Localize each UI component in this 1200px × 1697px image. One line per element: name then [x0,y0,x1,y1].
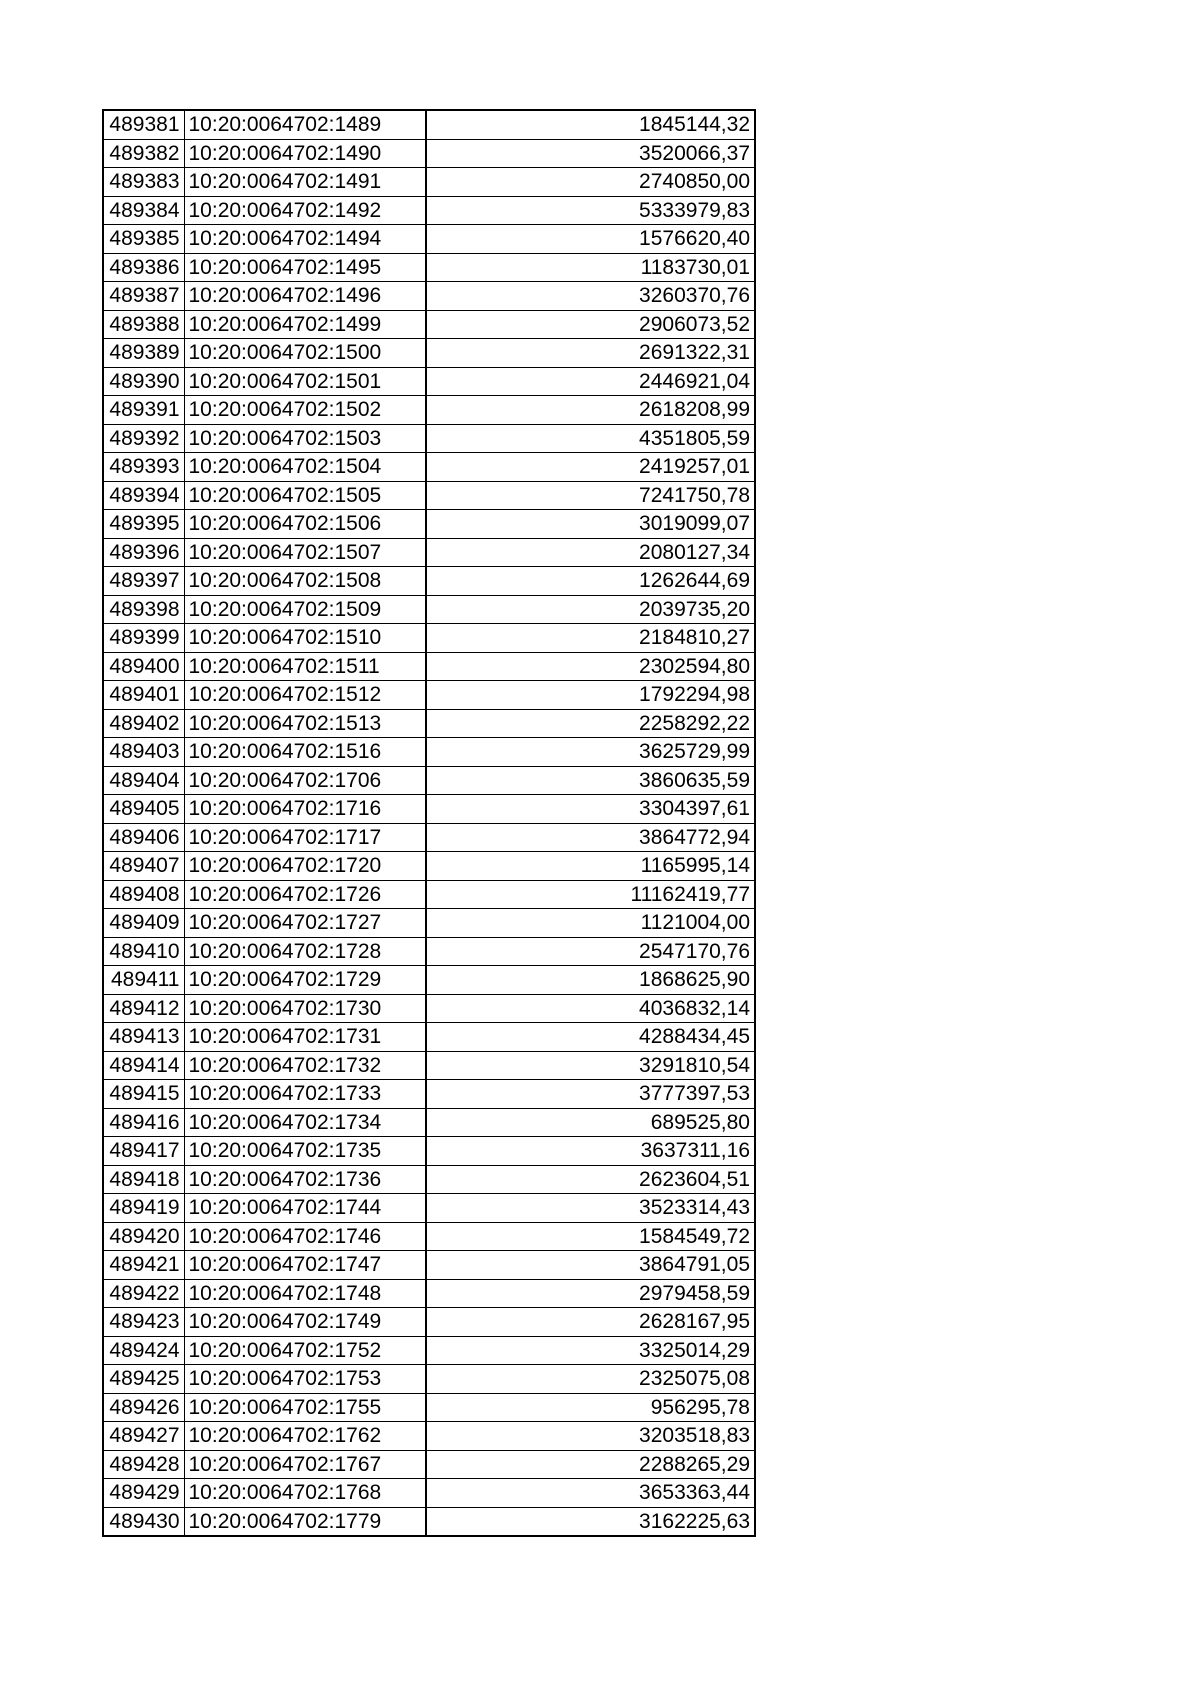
value-cell: 7241750,78 [426,481,755,510]
cadastral-number-cell: 10:20:0064702:1505 [184,481,426,510]
row-number-cell: 489393 [103,453,184,482]
table-row [103,139,755,168]
value-cell: 3653363,44 [426,1479,755,1508]
row-number-cell: 489390 [103,367,184,396]
value-cell: 2419257,01 [426,453,755,482]
value-cell: 2302594,80 [426,652,755,681]
table-row [103,1051,755,1080]
row-number-cell: 489408 [103,880,184,909]
value-cell: 4351805,59 [426,424,755,453]
row-number-cell: 489411 [103,966,184,995]
value-cell: 4036832,14 [426,994,755,1023]
cadastral-number-cell: 10:20:0064702:1506 [184,510,426,539]
value-cell: 11162419,77 [426,880,755,909]
value-cell: 1183730,01 [426,253,755,282]
table-row [103,1194,755,1223]
table-row [103,196,755,225]
row-number-cell: 489388 [103,310,184,339]
cadastral-number-cell: 10:20:0064702:1753 [184,1365,426,1394]
value-cell: 2184810,27 [426,624,755,653]
value-cell: 3203518,83 [426,1422,755,1451]
cadastral-number-cell: 10:20:0064702:1500 [184,339,426,368]
row-number-cell: 489410 [103,937,184,966]
cadastral-number-cell: 10:20:0064702:1727 [184,909,426,938]
table-row [103,880,755,909]
row-number-cell: 489405 [103,795,184,824]
row-number-cell: 489383 [103,168,184,197]
cadastral-number-cell: 10:20:0064702:1494 [184,225,426,254]
cadastral-number-cell: 10:20:0064702:1504 [184,453,426,482]
value-cell: 1584549,72 [426,1222,755,1251]
row-number-cell: 489389 [103,339,184,368]
cadastral-number-cell: 10:20:0064702:1747 [184,1251,426,1280]
row-number-cell: 489396 [103,538,184,567]
cadastral-number-cell: 10:20:0064702:1507 [184,538,426,567]
table-row [103,681,755,710]
row-number-cell: 489414 [103,1051,184,1080]
value-cell: 3523314,43 [426,1194,755,1223]
value-cell: 3162225,63 [426,1507,755,1536]
row-number-cell: 489423 [103,1308,184,1337]
cadastral-number-cell: 10:20:0064702:1729 [184,966,426,995]
value-cell: 3325014,29 [426,1336,755,1365]
value-cell: 3291810,54 [426,1051,755,1080]
table-body [103,110,755,1536]
value-cell: 2547170,76 [426,937,755,966]
cadastral-number-cell: 10:20:0064702:1733 [184,1080,426,1109]
cadastral-number-cell: 10:20:0064702:1491 [184,168,426,197]
value-cell: 3260370,76 [426,282,755,311]
table-row [103,795,755,824]
cadastral-number-cell: 10:20:0064702:1716 [184,795,426,824]
value-cell: 2039735,20 [426,595,755,624]
table-row [103,823,755,852]
row-number-cell: 489401 [103,681,184,710]
cadastral-number-cell: 10:20:0064702:1490 [184,139,426,168]
cadastral-number-cell: 10:20:0064702:1728 [184,937,426,966]
cadastral-number-cell: 10:20:0064702:1508 [184,567,426,596]
table-row [103,1080,755,1109]
table-row [103,225,755,254]
value-cell: 3860635,59 [426,766,755,795]
row-number-cell: 489403 [103,738,184,767]
cadastral-number-cell: 10:20:0064702:1755 [184,1393,426,1422]
row-number-cell: 489399 [103,624,184,653]
cadastral-number-cell: 10:20:0064702:1734 [184,1108,426,1137]
table-row [103,1222,755,1251]
cadastral-number-cell: 10:20:0064702:1767 [184,1450,426,1479]
row-number-cell: 489429 [103,1479,184,1508]
row-number-cell: 489407 [103,852,184,881]
table-row [103,567,755,596]
table-row [103,1336,755,1365]
table-row [103,110,755,139]
table-row [103,310,755,339]
cadastral-number-cell: 10:20:0064702:1513 [184,709,426,738]
cadastral-number-cell: 10:20:0064702:1512 [184,681,426,710]
cadastral-number-cell: 10:20:0064702:1503 [184,424,426,453]
value-cell: 3304397,61 [426,795,755,824]
table-row [103,1165,755,1194]
value-cell: 2618208,99 [426,396,755,425]
cadastral-number-cell: 10:20:0064702:1706 [184,766,426,795]
value-cell: 1165995,14 [426,852,755,881]
table-row [103,1422,755,1451]
value-cell: 3777397,53 [426,1080,755,1109]
row-number-cell: 489402 [103,709,184,738]
cadastral-number-cell: 10:20:0064702:1510 [184,624,426,653]
row-number-cell: 489430 [103,1507,184,1536]
row-number-cell: 489382 [103,139,184,168]
row-number-cell: 489406 [103,823,184,852]
row-number-cell: 489419 [103,1194,184,1223]
row-number-cell: 489415 [103,1080,184,1109]
table-row [103,1393,755,1422]
row-number-cell: 489404 [103,766,184,795]
cadastral-value-table [102,109,756,1537]
value-cell: 2258292,22 [426,709,755,738]
row-number-cell: 489409 [103,909,184,938]
table-row [103,766,755,795]
value-cell: 2691322,31 [426,339,755,368]
table-row [103,481,755,510]
cadastral-number-cell: 10:20:0064702:1511 [184,652,426,681]
table-row [103,1279,755,1308]
value-cell: 2288265,29 [426,1450,755,1479]
table-row [103,1365,755,1394]
value-cell: 1845144,32 [426,110,755,139]
value-cell: 2325075,08 [426,1365,755,1394]
row-number-cell: 489418 [103,1165,184,1194]
table-row [103,852,755,881]
value-cell: 3625729,99 [426,738,755,767]
row-number-cell: 489428 [103,1450,184,1479]
cadastral-number-cell: 10:20:0064702:1768 [184,1479,426,1508]
row-number-cell: 489397 [103,567,184,596]
cadastral-number-cell: 10:20:0064702:1502 [184,396,426,425]
row-number-cell: 489387 [103,282,184,311]
table-row [103,1308,755,1337]
cadastral-number-cell: 10:20:0064702:1492 [184,196,426,225]
row-number-cell: 489416 [103,1108,184,1137]
cadastral-number-cell: 10:20:0064702:1732 [184,1051,426,1080]
table-row [103,1137,755,1166]
row-number-cell: 489422 [103,1279,184,1308]
table-row [103,1507,755,1536]
table-row [103,453,755,482]
cadastral-number-cell: 10:20:0064702:1752 [184,1336,426,1365]
value-cell: 2623604,51 [426,1165,755,1194]
table-row [103,937,755,966]
table-row [103,966,755,995]
value-cell: 956295,78 [426,1393,755,1422]
row-number-cell: 489386 [103,253,184,282]
cadastral-number-cell: 10:20:0064702:1720 [184,852,426,881]
value-cell: 3637311,16 [426,1137,755,1166]
table-row [103,1251,755,1280]
cadastral-number-cell: 10:20:0064702:1744 [184,1194,426,1223]
row-number-cell: 489427 [103,1422,184,1451]
table-row [103,1108,755,1137]
cadastral-number-cell: 10:20:0064702:1736 [184,1165,426,1194]
row-number-cell: 489413 [103,1023,184,1052]
table-row [103,1479,755,1508]
row-number-cell: 489398 [103,595,184,624]
cadastral-number-cell: 10:20:0064702:1489 [184,110,426,139]
cadastral-number-cell: 10:20:0064702:1495 [184,253,426,282]
table-row [103,994,755,1023]
table-row [103,282,755,311]
table-row [103,909,755,938]
table-row [103,339,755,368]
row-number-cell: 489424 [103,1336,184,1365]
row-number-cell: 489385 [103,225,184,254]
cadastral-number-cell: 10:20:0064702:1516 [184,738,426,767]
value-cell: 1121004,00 [426,909,755,938]
table-row [103,253,755,282]
value-cell: 3019099,07 [426,510,755,539]
value-cell: 2446921,04 [426,367,755,396]
cadastral-number-cell: 10:20:0064702:1509 [184,595,426,624]
table-row [103,367,755,396]
row-number-cell: 489395 [103,510,184,539]
table-row [103,424,755,453]
row-number-cell: 489425 [103,1365,184,1394]
table-row [103,1450,755,1479]
table-row [103,396,755,425]
value-cell: 689525,80 [426,1108,755,1137]
value-cell: 5333979,83 [426,196,755,225]
row-number-cell: 489417 [103,1137,184,1166]
value-cell: 3864772,94 [426,823,755,852]
cadastral-number-cell: 10:20:0064702:1499 [184,310,426,339]
row-number-cell: 489392 [103,424,184,453]
cadastral-number-cell: 10:20:0064702:1730 [184,994,426,1023]
cadastral-number-cell: 10:20:0064702:1731 [184,1023,426,1052]
row-number-cell: 489391 [103,396,184,425]
value-cell: 2906073,52 [426,310,755,339]
value-cell: 3864791,05 [426,1251,755,1280]
value-cell: 1868625,90 [426,966,755,995]
cadastral-number-cell: 10:20:0064702:1501 [184,367,426,396]
value-cell: 2740850,00 [426,168,755,197]
row-number-cell: 489426 [103,1393,184,1422]
table-row [103,624,755,653]
cadastral-number-cell: 10:20:0064702:1749 [184,1308,426,1337]
cadastral-number-cell: 10:20:0064702:1735 [184,1137,426,1166]
table-row [103,652,755,681]
table-row [103,738,755,767]
row-number-cell: 489412 [103,994,184,1023]
row-number-cell: 489420 [103,1222,184,1251]
value-cell: 3520066,37 [426,139,755,168]
table-row [103,538,755,567]
row-number-cell: 489421 [103,1251,184,1280]
value-cell: 2628167,95 [426,1308,755,1337]
value-cell: 2979458,59 [426,1279,755,1308]
value-cell: 1792294,98 [426,681,755,710]
row-number-cell: 489381 [103,110,184,139]
value-cell: 1576620,40 [426,225,755,254]
row-number-cell: 489394 [103,481,184,510]
value-cell: 2080127,34 [426,538,755,567]
cadastral-number-cell: 10:20:0064702:1726 [184,880,426,909]
cadastral-number-cell: 10:20:0064702:1717 [184,823,426,852]
value-cell: 4288434,45 [426,1023,755,1052]
cadastral-number-cell: 10:20:0064702:1496 [184,282,426,311]
cadastral-number-cell: 10:20:0064702:1779 [184,1507,426,1536]
table-row [103,168,755,197]
cadastral-number-cell: 10:20:0064702:1762 [184,1422,426,1451]
row-number-cell: 489400 [103,652,184,681]
cadastral-number-cell: 10:20:0064702:1748 [184,1279,426,1308]
table-row [103,1023,755,1052]
cadastral-number-cell: 10:20:0064702:1746 [184,1222,426,1251]
row-number-cell: 489384 [103,196,184,225]
table-row [103,510,755,539]
table-row [103,595,755,624]
table-row [103,709,755,738]
value-cell: 1262644,69 [426,567,755,596]
